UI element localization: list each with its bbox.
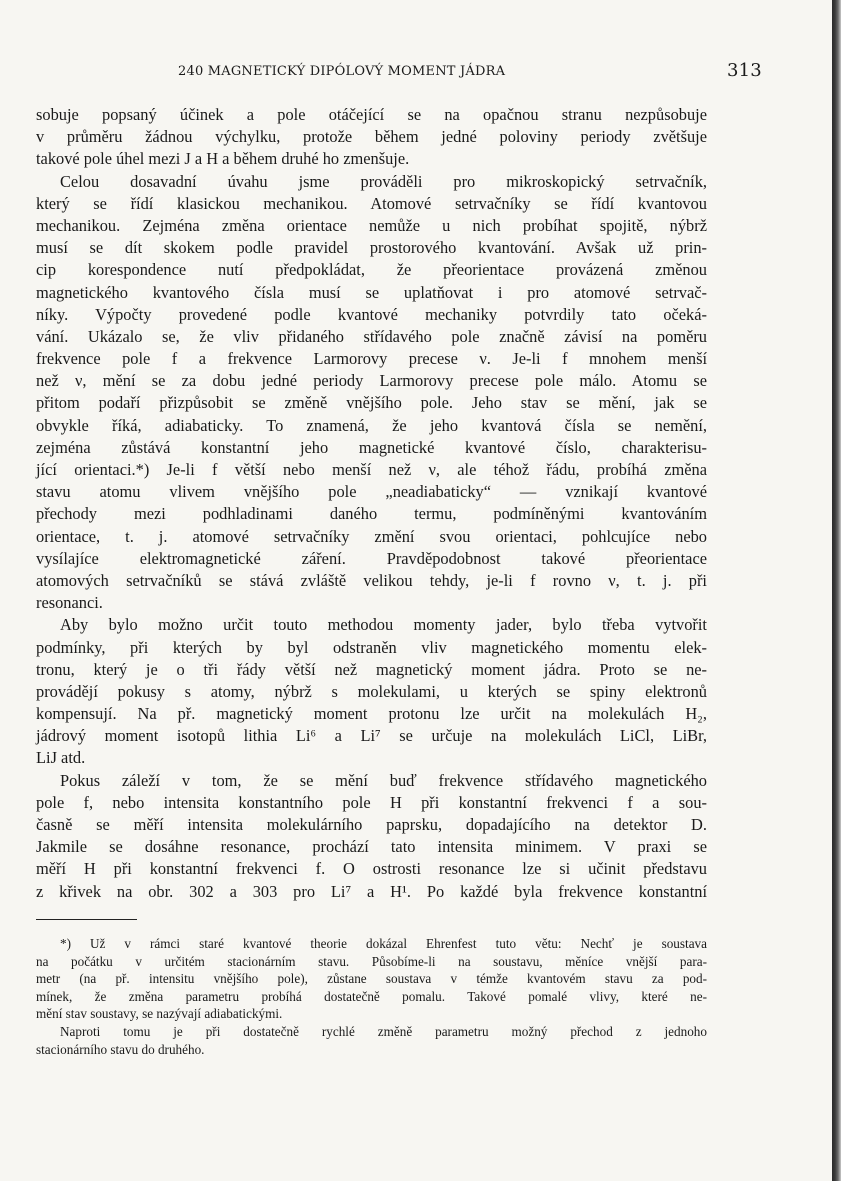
footnote-line: na počátku v určitém stacionárním stavu. Působíme-li na soustavu, měníce vnější para- [36,953,707,969]
text-line: z křivek na obr. 302 a 303 pro Li⁷ a H¹. Po každé byla frekvence konstantní [36,881,707,901]
text-line: LiJ atd. [36,748,86,768]
text-line: který se řídí klasickou mechanikou. Atomové setrvačníky se řídí kvantovou [36,193,707,213]
text-line: níky. Výpočty provedené podle kvantové mechaniky potvrdily tato očeká- [36,304,707,324]
text-line: atomových setrvačníků se stává zvláště velikou tehdy, je-li f rovno ν, t. j. při [36,570,707,590]
footnote-separator [36,919,137,920]
text-line: tronu, který je o tři řády větší než magnetický moment jádra. Proto se ne- [36,659,707,679]
text-line: pole f, nebo intensita konstantního pole H při konstantní frekvenci f a sou- [36,792,707,812]
text-line: podmínky, při kterých by byl odstraněn vliv magnetického momentu elek- [36,637,707,657]
footnote-line: mění stav soustavy, se nazývají adiabatickými. [36,1006,283,1022]
text-line: cip korespondence nutí předpokládat, že přeorientace provázená změnou [36,260,707,280]
text-line: vání. Ukázalo se, že vliv přidaného střídavého pole značně závisí na poměru [36,326,707,346]
page-number: 313 [727,60,762,81]
text-line: provádějí pokusy s atomy, nýbrž s molekulami, u kterých se spiny elektronů [36,681,707,701]
text-line: časně se měří intensita molekulárního paprsku, dopadajícího na detektor D. [36,815,707,834]
text-line: Celou dosavadní úvahu jsme prováděli pro mikroskopický setrvačník, [60,171,707,191]
footnote-line: stacionárního stavu do druhého. [36,1041,205,1057]
text-line: přechody mezi podhladinami daného termu, podmíněnými kvantováním [36,504,707,524]
body-text [36,104,707,903]
text-line: Aby bylo možno určit touto methodou momenty jader, bylo třeba vytvořit [60,615,707,635]
text-line: resonanci. [36,593,103,613]
text-line: musí se dít skokem podle pravidel prostorového kvantování. Avšak už prin- [36,238,707,258]
text-line: magnetického kvantového čísla musí se uplatňovat i pro atomové setrvač- [36,282,707,302]
footnote-line: metr (na př. intensitu vnějšího pole), zůstane soustava v témže kvantovém stavu za pod- [36,971,707,987]
footnote-line: Naproti tomu je při dostatečně rychlé změně parametru možný přechod z jednoho [60,1023,707,1039]
text-line: stavu atomu vlivem vnějšího pole „neadiabaticky“ — vznikají kvantové [36,482,707,502]
header-title: 240 MAGNETICKÝ DIPÓLOVÝ MOMENT JÁDRA [178,64,506,79]
footnote-line: mínek, že změna parametru probíhá dostatečně pomalu. Takové pomalé vlivy, které ne- [36,988,707,1004]
text-line: sobuje popsaný účinek a pole otáčející se na opačnou stranu nezpůsobuje [36,105,707,124]
text-line: obvykle říká, adiabaticky. To znamená, že jeho kvantová čísla se nemění, [36,415,707,435]
text-line: Jakmile se dosáhne resonance, prochází tato intensita minimem. V praxi se [36,837,707,857]
text-line: jádrový moment isotopů lithia Li⁶ a Li⁷ se určuje na molekulách LiCl, LiBr, [36,726,707,746]
text-line: orientace, t. j. atomové setrvačníky změní svou orientaci, pohlcujíce nebo [36,526,707,546]
text-line: v průměru žádnou výchylku, protože během jedné poloviny periody zvětšuje [36,127,707,147]
text-line: Pokus záleží v tom, že se mění buď frekvence střídavého magnetického [60,770,707,790]
footnote-line: *) Už v rámci staré kvantové theorie dokázal Ehrenfest tuto větu: Nechť je soustava [60,936,707,951]
footnote [36,935,707,1058]
page-edge-shadow [832,0,841,1181]
text-line: takové pole úhel mezi J a H a během druhé ho zmenšuje. [36,149,410,169]
text-line: kompensují. Na př. magnetický moment protonu lze určit na molekulách H₂, [36,704,707,724]
text-line: mechanikou. Zejména změna orientace nemůže u nich probíhat spojitě, nýbrž [36,215,707,235]
text-line: frekvence pole f a frekvence Larmorovy precese ν. Je-li f mnohem menší [36,349,707,369]
text-line: jící orientaci.*) Je-li f větší nebo menší než ν, ale téhož řádu, probíhá změna [36,460,707,479]
text-line: vysílajíce elektromagnetické záření. Pravděpodobnost takové přeorientace [36,548,707,568]
text-line: zejména zůstává konstantní jeho magnetické kvantové číslo, charakterisu- [36,437,707,457]
text-line: měří H při konstantní frekvenci f. O ostrosti resonance lze si učinit představu [36,859,707,879]
text-line: přitom podaří přizpůsobit se změně vnějšího pole. Jeho stav se mění, jak se [36,393,707,413]
text-line: než ν, mění se za dobu jedné periody Larmorovy precese pole málo. Atomu se [36,371,707,391]
